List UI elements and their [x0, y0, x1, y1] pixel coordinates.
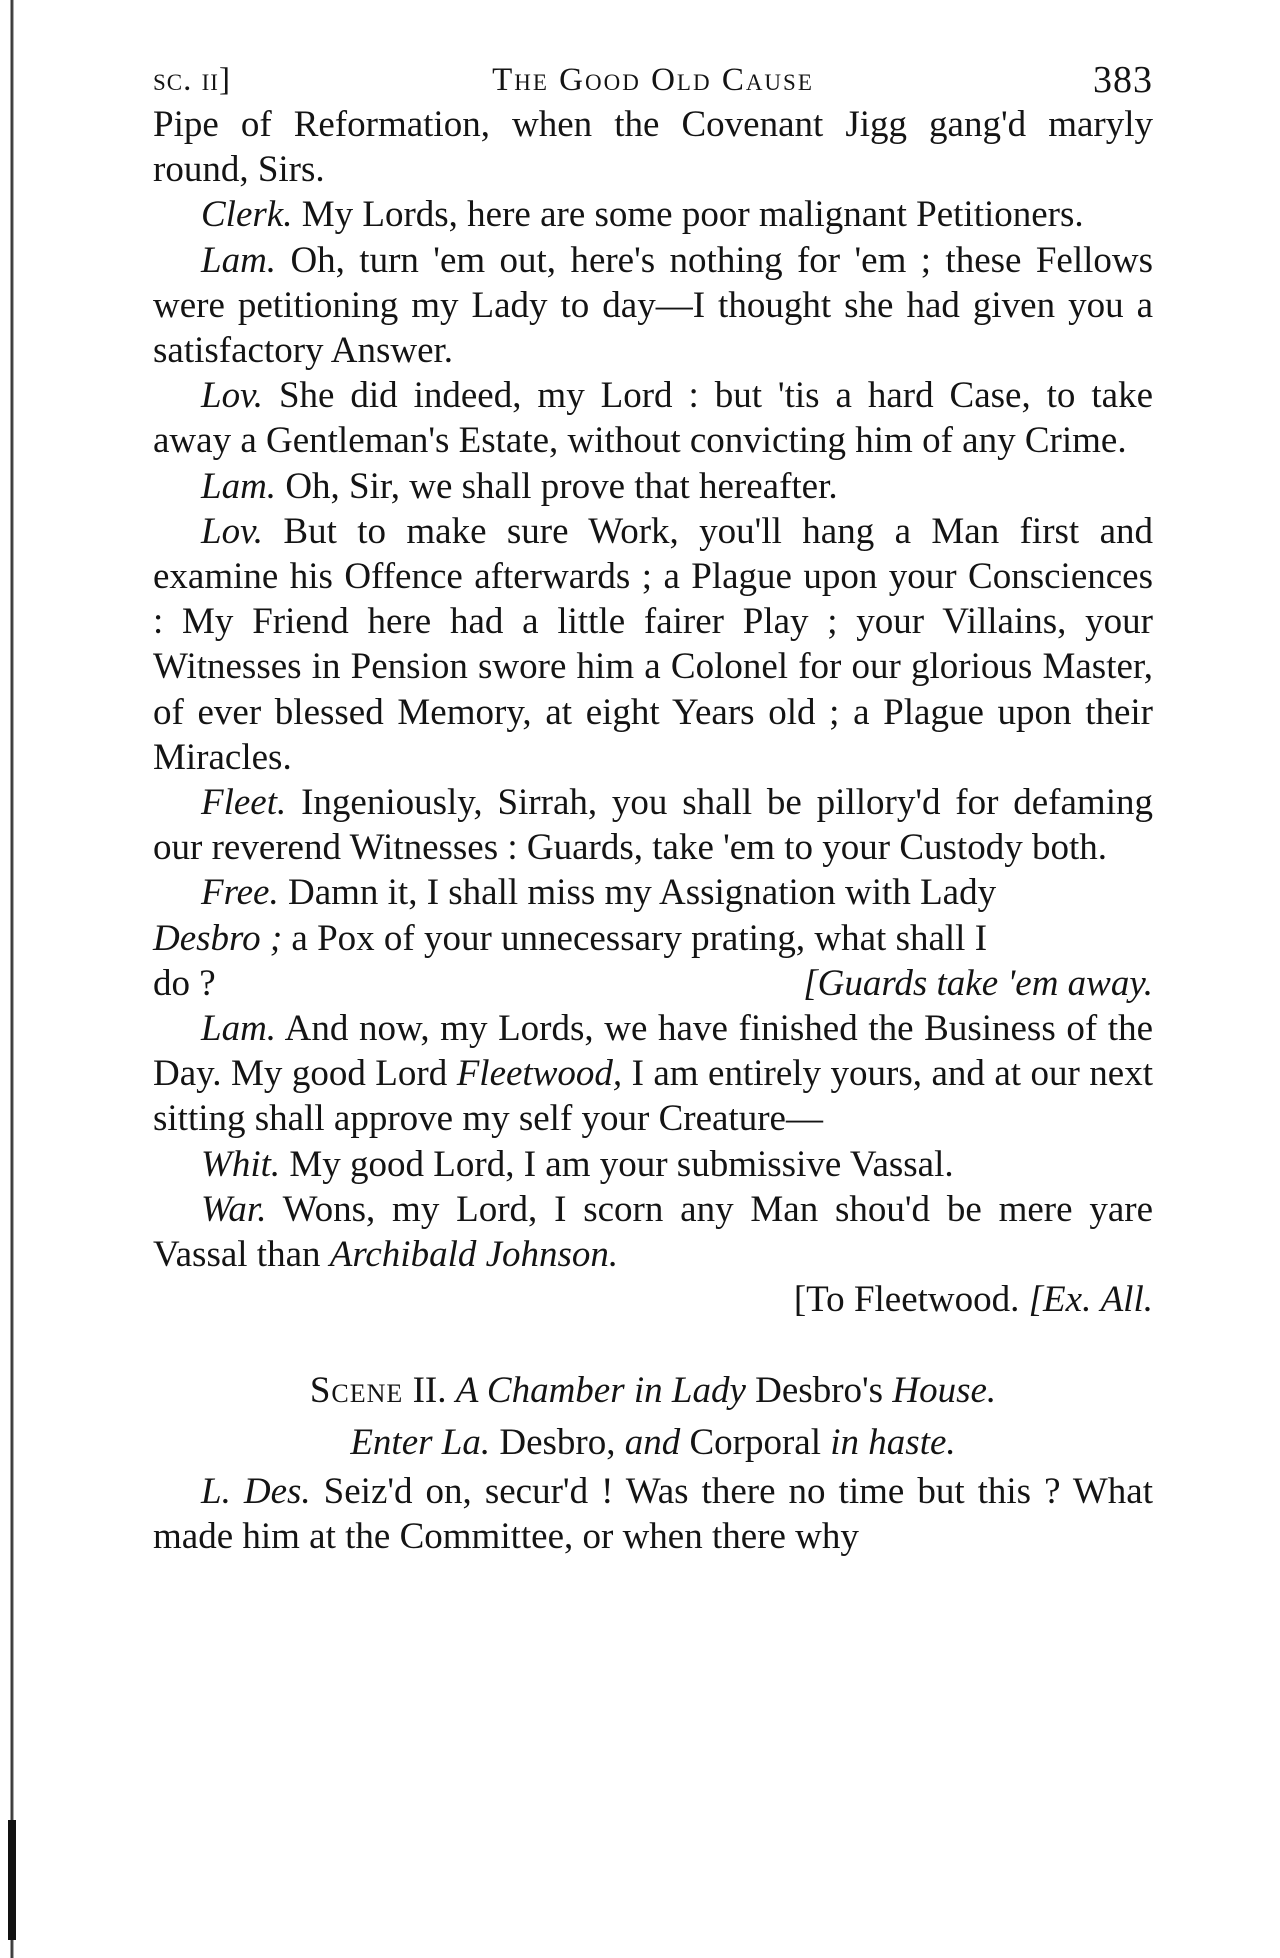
speech-fleet: Fleet. Ingeniously, Sirrah, you shall be pillory'd for defaming our reverend Witnesses : Guards, take 'em to your Custody both. — [153, 782, 1153, 869]
speech-free: Free. Damn it, I shall miss my Assignation with Lady — [201, 872, 997, 914]
speaker-name: Lam. — [201, 1008, 277, 1050]
speech-free-end: do ? [Guards take 'em away. — [153, 961, 1153, 1006]
speech-continued: Pipe of Reformation, when the Covenant Jigg gang'd maryly round, Sirs. — [153, 104, 1153, 191]
binding-mark — [8, 1820, 16, 1940]
speech-free-cont: Desbro ; a Pox of your unnecessary prating, what shall I — [153, 917, 988, 959]
speaker-name: Whit. — [201, 1143, 281, 1185]
speaker-name: Lam. — [201, 239, 277, 281]
running-title: The Good Old Cause — [492, 62, 814, 98]
scene-heading: Scene II. A Chamber in Lady Desbro's House. — [309, 1370, 997, 1412]
speech-lov: Lov. She did indeed, my Lord : but 'tis a hard Case, to take away a Gentleman's Estate, without convicting him of any Crime. — [153, 375, 1153, 462]
speech-clerk: Clerk. My Lords, here are some poor malignant Petitioners. — [201, 194, 1084, 236]
entrance-direction: Enter La. Desbro, and Corporal in haste. — [350, 1421, 956, 1463]
stage-direction: [Guards take 'em away. — [803, 962, 1153, 1004]
speaker-name: Clerk. — [201, 194, 293, 236]
speaker-name: L. Des. — [201, 1470, 311, 1512]
exit-direction: [To Fleetwood. [Ex. All. — [793, 1279, 1153, 1321]
page-number: 383 — [1093, 59, 1153, 101]
book-page — [153, 52, 1153, 1559]
speaker-name: War. — [201, 1188, 267, 1230]
speech-whit: Whit. My good Lord, I am your submissive Vassal. — [201, 1143, 954, 1185]
running-header — [153, 52, 1153, 102]
speech-lam-final: Lam. And now, my Lords, we have finished the Business of the Day. My good Lord Fleetwood, I am entirely yours, and at our next sitting shall approve my self your Creature— — [153, 1008, 1154, 1140]
speech-lady-desbro: L. Des. Seiz'd on, secur'd ! Was there no time but this ? What made him at the Committee, or when there why — [153, 1470, 1154, 1558]
speaker-name: Lov. — [201, 375, 264, 417]
speech-lam: Lam. Oh, Sir, we shall prove that hereafter. — [201, 465, 838, 507]
speech-lov: Lov. But to make sure Work, you'll hang a Man first and examine his Offence afterwards ; a Plague upon your Consciences : My Friend here had a little fairer Play ; your Villains, your Witnesses in Pension swore him a Colonel for our glorious Master, of ever blessed Memory, at eight Years old ; a Plague upon their Miracles. — [153, 510, 1153, 778]
page-spine-shadow — [10, 0, 14, 1958]
speech-war: War. Wons, my Lord, I scorn any Man shou'd be mere yare Vassal than Archibald Johnson. — [153, 1188, 1153, 1276]
section-label: sc. ii] — [153, 62, 231, 98]
speech-lam: Lam. Oh, turn 'em out, here's nothing for 'em ; these Fellows were petitioning my Lady to day—I thought she had given you a satisfactory Answer. — [153, 239, 1153, 372]
speaker-name: Free. — [201, 872, 279, 914]
speaker-name: Fleet. — [201, 782, 287, 824]
speaker-name: Lov. — [201, 510, 264, 552]
speaker-name: Lam. — [201, 465, 277, 507]
